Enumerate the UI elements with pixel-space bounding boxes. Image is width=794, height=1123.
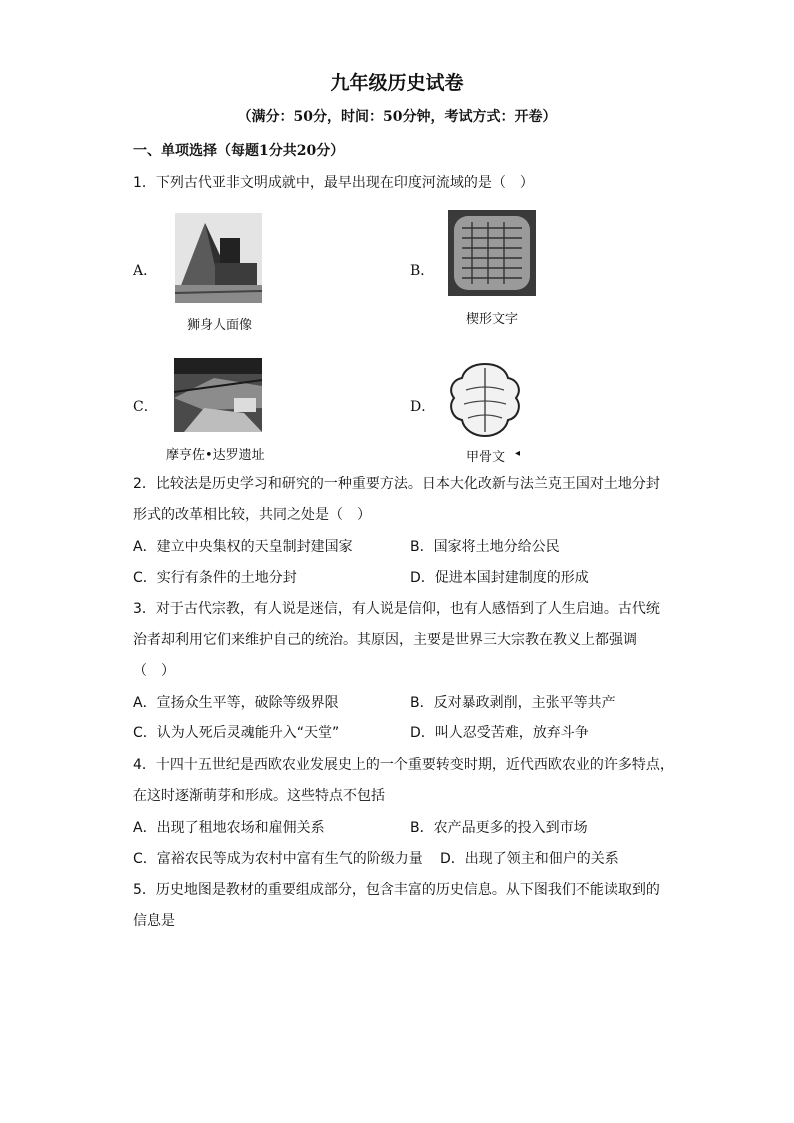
q3-option-c: C．认为人死后灵魂能升入“天堂”: [133, 725, 340, 741]
q3-option-d: D．叫人忍受苦难，放弃斗争: [410, 725, 589, 741]
q3-option-b: B．反对暴政剥削，主张平等共产: [410, 695, 616, 711]
sphinx-photo-icon: [175, 213, 262, 303]
stray-mark: ◂: [515, 448, 521, 459]
cuneiform-tablet-photo-icon: [448, 210, 536, 296]
q1-option-c-caption: 摩亨佐•达罗遗址: [166, 448, 265, 463]
q1-option-d-caption: 甲骨文: [466, 450, 506, 465]
q4-option-c: C．富裕农民等成为农村中富有生气的阶级力量: [133, 851, 423, 867]
q2-option-a: A．建立中央集权的天皇制封建国家: [133, 539, 353, 555]
q4-option-a: A．出现了租地农场和雇佣关系: [133, 820, 325, 836]
question-4-stem-line1: 4．十四十五世纪是西欧农业发展史上的一个重要转变时期，近代西欧农业的许多特点，: [133, 757, 674, 773]
exam-title: 九年级历史试卷: [330, 72, 464, 94]
q2-option-b: B．国家将土地分给公民: [410, 539, 560, 555]
oracle-bone-photo-icon: [446, 360, 524, 440]
question-3-stem-line2: 治者却利用它们来维护自己的统治。其原因，主要是世界三大宗教在教义上都强调: [133, 632, 637, 648]
exam-subtitle: （满分：50分，时间：50分钟，考试方式：开卷）: [237, 109, 557, 125]
question-2-stem-line1: 2．比较法是历史学习和研究的一种重要方法。日本大化改新与法兰克王国对土地分封: [133, 476, 660, 492]
q1-option-b-letter: B．: [410, 263, 435, 279]
question-3-stem-line3: （ ）: [133, 663, 175, 679]
question-4-stem-line2: 在这时逐渐萌芽和形成。这些特点不包括: [133, 788, 385, 804]
section-heading: 一、单项选择（每题1分共20分）: [133, 143, 345, 159]
q1-option-d-letter: D．: [410, 399, 436, 415]
q4-option-b: B．农产品更多的投入到市场: [410, 820, 588, 836]
q1-option-b-caption: 楔形文字: [466, 312, 519, 327]
q2-option-d: D．促进本国封建制度的形成: [410, 570, 589, 586]
q1-option-c-letter: C．: [133, 399, 158, 415]
q1-option-a-caption: 狮身人面像: [187, 318, 253, 333]
question-5-stem-line2: 信息是: [133, 913, 175, 929]
question-3-stem-line1: 3．对于古代宗教，有人说是迷信，有人说是信仰，也有人感悟到了人生启迪。古代统: [133, 601, 660, 617]
question-1-stem: 1．下列古代亚非文明成就中，最早出现在印度河流域的是（ ）: [133, 175, 534, 191]
question-2-stem-line2: 形式的改革相比较，共同之处是（ ）: [133, 507, 371, 523]
q4-option-d: D．出现了领主和佃户的关系: [440, 851, 619, 867]
q3-option-a: A．宣扬众生平等，破除等级界限: [133, 695, 339, 711]
question-5-stem-line1: 5．历史地图是教材的重要组成部分，包含丰富的历史信息。从下图我们不能读取到的: [133, 882, 660, 898]
q2-option-c: C．实行有条件的土地分封: [133, 570, 297, 586]
mohenjo-daro-ruins-photo-icon: [174, 358, 262, 432]
q1-option-a-letter: A．: [133, 263, 158, 279]
